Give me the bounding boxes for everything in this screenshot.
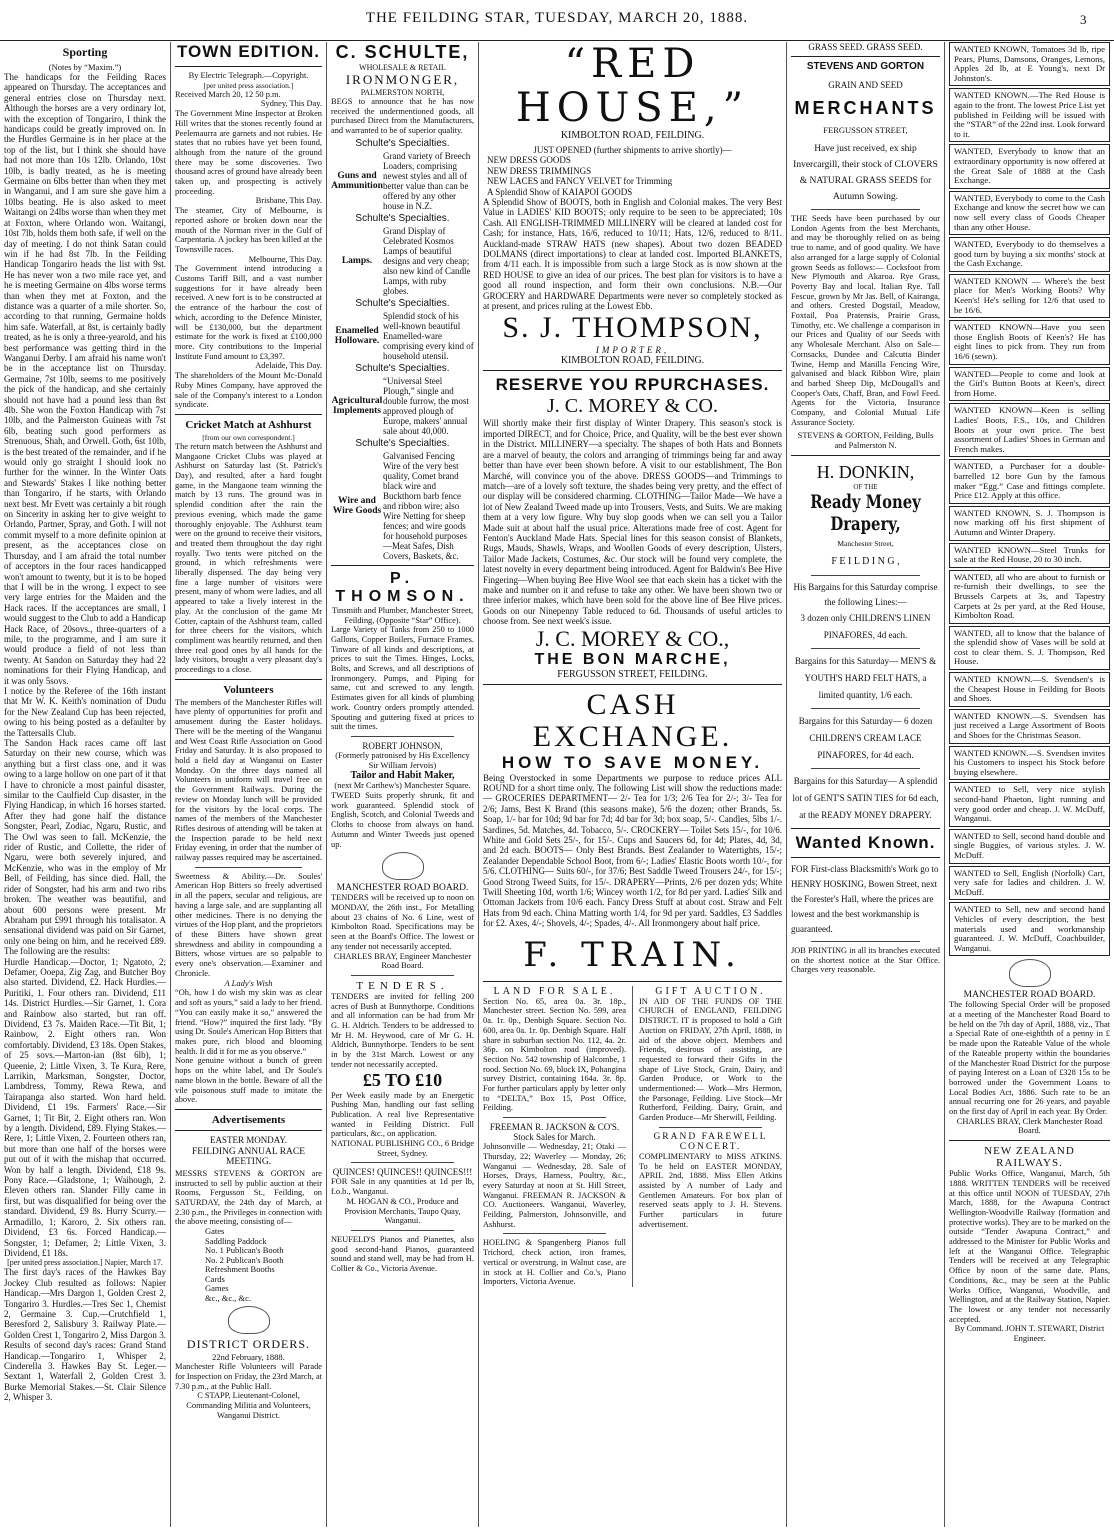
privilege-item: Gates — [205, 1226, 225, 1237]
bottom-ads — [483, 986, 782, 1287]
column-seeds — [787, 42, 944, 1527]
sj-thompson-title: S. J. THOMPSON, — [502, 311, 763, 345]
specialties-heading: Schulte's Specialties. — [355, 437, 450, 449]
morey-title: J. C. MOREY & CO. — [547, 395, 718, 418]
schulte-location: PALMERSTON NORTH, — [360, 88, 445, 97]
privilege-item: Games — [205, 1283, 229, 1294]
district-orders-date: 22nd February, 1888. — [212, 1352, 285, 1363]
tenders-text: TENDERS are invited for felling 200 acres of Bush at Bunnythorpe. Conditions and all information can be had from Mr G. H. Aldrich. Tenders to be addressed to Mr H. M. Heywood, care of Mr G. H. Aldrich, Bunnythorpe. Tenders to be sent in by the 31st March. Lowest or any tender not necessarily accepted. — [331, 991, 474, 1069]
wanted-item: WANTED KNOWN.—S. Svendsen has just received a Large Assortment of Boots and Shoes for the Christmas Season. — [949, 709, 1110, 744]
wanted-item: WANTED, a Purchaser for a double-barrelled 12 bore Gun by the famous maker “Egg.” Case and fittings complete. Price £12. Apply at this office. — [949, 459, 1110, 503]
donkin-street: Manchester Street, — [837, 538, 894, 548]
johnson-sub: (Formerly patronised by His Excellency Sir William Jervois) — [335, 750, 470, 770]
railways-signature: By Command. JOHN T. STEWART, District Engineer. — [954, 1324, 1105, 1344]
grass-seed-heading: GRASS SEED. GRASS SEED. — [808, 42, 923, 52]
cricket-heading: Cricket Match at Ashhurst — [185, 418, 312, 431]
sporting-paragraph: The first day's races of the Hawkes Bay Jockey Club resulted as follows: Napier Handicap.—Mrs Dargon 1, Golden Crest 2, Tongariro 3. Hurdles.—Tres Sec 1, Chemist 2, Germaine 3. Cup.—Crutchfield 1, Beresford 2, Salisbury 3. Railway Plate.—Golden Crest 1, Tongariro 2, Miss Dargon 3. Results of second day's races: Grand Stand Handicap.—Tongariro 1, Whisper 2, Cinderella 3. Hawkes Bay St. Leger.—Sextant 1, Waterfall 2, Golden Crest 3. Burke Memorial Stakes.—St. Clair Silence 2, Whisper 3. — [4, 1267, 166, 1403]
dateline: Sydney, This Day. — [260, 99, 322, 109]
town-edition-title: TOWN EDITION. — [176, 42, 320, 61]
land-sale-title: LAND FOR SALE. — [493, 985, 616, 997]
road-board-text: TENDERS will be received up to noon on MONDAY, the 26th inst., For Metalling about 23 chains of No. 6 Line, west of Kimbolton Road. Specifications may be seen at the Board's Office. The lowest or any tender not necessarily accepted. — [331, 893, 474, 951]
wanted-item: WANTED KNOWN.—S. Svendsen invites his Customers to inspect his Stock before buying elsewhere. — [949, 746, 1110, 781]
reserve-heading: RESERVE YOU RPURCHASES. — [495, 375, 770, 395]
sporting-paragraph: The handicaps for the Feilding Races appeared on Thursday. The acceptances and general entries close on Thursday next. Although the horses are a very ordinary lot, with the exception of Tongariro, I think the handicaps could be greatly improved on. In the Hurdles Germaine is in her place at the top of the list, but I think she should have had not more than 10s 12lb. Orlando, 10st 10lb, is badly treated, as he is meeting Germaine on 6lbs better than when they met in Wanganui, and I am sure she gave him a 10lbs beating. He is also asked to meet Waitangi on 24lbs worse than when they met at Foxton, where Orlando won. Waitangi, 10st 7lb, holds them both safe, if well on the day of meeting. I do not think Satan could win if he had 8st 7lb. In the Feilding Handicap Tongariro heads the list with 9st. He has never won a two mile race yet, and he is meeting Germaine on 4lbs worse terms than when they met at Foxton, and the distance was a quarter of a mile shorter. So, according to that running, Germaine holds him safe. Waterfall, at 8st, is certainly badly treated, as he is only a three-yearold, and his best performance was getting third in the Wanganui Derby. I am afraid his name won't be in the acceptance list on Thursday. Germaine, 7st 10lb, seems to me positively the pick of the handicap, and she certainly should not have had a pound less than 8st 4lb. She won the Foxton Handicap with 7st 10lb, and the Palmerston Guineas with 7st 6lb, beating such good performers as Strenuous, Shah, and Orwell. Goth, 6st 10lb, is the best treated of the remainder, and if he would only go straight I should look no further for the winner. In the Winter Oats and Stewards' Stakes I like nothing better than Tongariro, if he starts, with Orlando next best. Mr Evett was certainly a bit rough on Sincerity in asking her to give weight to Orlando, Partner, Spray, and Goth. I will not commit myself to a more definite opinion at present, as the acceptances close on Thursday, and I am afraid the total number of acceptors in the four races handicapped won't amount to twenty, but it is to be hoped that I will be in the wrong. I expect to see very large entries for the Maiden and the Hack races. If the acceptances are small, I would suggest to the Club to add a Handicap Hack Race, of 20sovs., three-quarters of a mile, to the programme, and I am sure it would produce a field of not less than twenty. At Sandon on Saturday they had 22 nominations for their Flying Handicap, and it was only 5sovs. — [4, 72, 166, 686]
schulte-title: C. SCHULTE, — [335, 42, 470, 62]
wanted-item: WANTED, Everybody to do themselves a good turn by buying a six months' stock at the Cash Exchange. — [949, 237, 1110, 272]
thomson-sub: Tinsmith and Plumber, Manchester Street, Feilding, (Opposite “Star” Office). — [331, 605, 474, 625]
privilege-item: Cards — [205, 1273, 225, 1284]
concert-text: COMPLIMENTARY to MISS ATKINS. To be held on EASTER MONDAY, APRIL 2nd, 1888. Miss Ellen Atkins assisted by A number of Lady and Gentlemen Amateurs. For box plan of reserved seats apply to J. H. Stevens. Further particulars in future advertisement. — [639, 1151, 782, 1229]
sporting-byline: (Notes by “Maxim.”) — [48, 62, 122, 72]
page-number: 3 — [1080, 12, 1087, 27]
schulte-sub: WHOLESALE & RETAIL — [359, 63, 446, 72]
cricket-source: [from our own correspondent.] — [202, 432, 295, 442]
grain-seed-heading: GRAIN AND SEED — [828, 80, 903, 90]
sporting-paragraph: I notice by the Referee of the 16th instant that Mr W. K. Keith's nomination of Dudu for the New Zealand Cup has been rejected, owing to his being posted as a defaulter by the Tattersalls Club. — [4, 685, 166, 738]
wanted-item: WANTED, Everybody to know that an extraordinary opportunity is now offered at the Great Sale of 1888 at the Cash Exchange. — [949, 144, 1110, 188]
masthead-title: THE FEILDING STAR, TUESDAY, MARCH 20, 1888. — [365, 10, 749, 26]
wanted-item: WANTED, all who are about to furnish or re-furnish their dwellings, to see the Brussels Carpets at 3s, and Tapestry Carpets at 2s per yard, at the Red House, Kimbolton Road. — [949, 570, 1110, 624]
lady-wish-heading: A Lady's Wish — [224, 978, 273, 989]
wanted-item: WANTED, Everybody to come to the Cash Exchange and know the secret how we can now sell every class of Goods Cheaper than any other House. — [949, 191, 1110, 235]
johnson-text: TWEED Suits properly shrunk, fit and work guaranteed. Splendid stock of English, Scotch, and Colonial Tweeds and Cloths to choose from always on hand. Autumn and Winter Tweeds just opened up. — [331, 791, 474, 849]
neufeld-text: NEUFELD'S Pianos and Pianettes, also good second-hand Pianos, guaranteed sound and stand well, may be had from H. Collier & Co., Victoria Avenue. — [331, 1234, 474, 1274]
road-board-signature: CHARLES BRAY, Clerk Manchester Road Board. — [956, 1116, 1103, 1136]
wanted-item: WANTED KNOWN.—The Red House is again to the front. The lowest Price List yet published in Feilding will be issued with the “STAR” of the 22nd inst. Look forward to it. — [949, 88, 1110, 142]
job-printing-ad: JOB PRINTING in all its branches executed on the shortest notice at the Star Office. Charges very reasonable. — [791, 945, 940, 975]
wanted-item: WANTED—People to come and look at the Girl's Button Boots at Keen's, direct from Home. — [949, 367, 1110, 402]
red-house-opening: JUST OPENED (further shipments to arrive shortly)— — [533, 145, 732, 155]
road-board-title: MANCHESTER ROAD BOARD. — [336, 883, 469, 894]
sporting-heading: Sporting — [62, 45, 108, 59]
johnson-name: ROBERT JOHNSON, — [362, 740, 443, 751]
specialty-text: Grand variety of Breech Loaders, comprising newest styles and all of better value than can be offered by any other house in N.Z. — [383, 150, 471, 211]
dateline: Brisbane, This Day. — [255, 196, 322, 206]
privileges-list — [175, 1227, 322, 1303]
specialty-label: Lamps. — [341, 255, 373, 266]
johnson-address: (next Mr Carthew's) Manchester Square. — [334, 781, 471, 791]
district-orders-signature: C STAPP, Lieutenant-Colonel, Commanding Militia and Volunteers, Wanganui District. — [186, 1391, 311, 1420]
wanted-item: WANTED KNOWN.—S. Svendsen's is the Cheapest House in Feilding for Boots and Shoes. — [949, 672, 1110, 707]
left-bottom-ads — [483, 986, 626, 1287]
wanted-item: WANTED KNOWN, Tomatoes 3d lb, ripe Pears, Plums, Damsons, Oranges, Lemons, Apples 2d lb, at E Young's, next Dr Johnston's. — [949, 42, 1110, 86]
privilege-item: &c., &c., &c. — [205, 1292, 252, 1303]
hoeling-text: HOELING & Spangenberg Pianos full Trichord, check action, iron frames, vertical or overstrung, in Walnut case, are in stock at H. Collier and Co.'s, Piano Importers, Victoria Avenue. — [483, 1238, 626, 1287]
quinces-heading: QUINCES! QUINCES!! QUINCES!!! — [332, 1167, 473, 1178]
red-house-title: “RED HOUSE,” — [515, 42, 750, 131]
quinces-text: FOR Sale in any quantities at 1d per lb, f.o.b., Wanganui. — [331, 1177, 474, 1197]
wanted-item: WANTED to Sell, English (Norfolk) Cart, very safe for ladies and children. J. W. McDuff. — [949, 866, 1110, 901]
cash-exchange-title: CASH EXCHANGE. — [532, 687, 733, 753]
specialty-row — [331, 376, 474, 436]
column-red-house — [479, 42, 786, 1527]
specialties-heading: Schulte's Specialties. — [355, 362, 450, 374]
received-line: Received March 20, 12 50 p.m. — [175, 89, 281, 99]
telegraph-line: By Electric Telegraph.—Copyright. — [188, 71, 309, 80]
wanted-item: WANTED KNOWN—Have you seen those English Boots of Keen's? He has eight lines to pick from. They run from 16/6 (sewn). — [949, 320, 1110, 364]
seeds-signature: STEVENS & GORTON, Feilding, Bulls and Palmerston N. — [797, 431, 934, 451]
specialty-label: Wire and Wire Goods — [332, 495, 382, 516]
wanted-item: WANTED, all to know that the balance of the splendid show of Vases will be sold at cost to clear them. S. J. Thompson, Red House. — [949, 626, 1110, 670]
advertisements-heading: Advertisements — [211, 1113, 286, 1126]
specialty-label: Agricultural Implements — [331, 395, 383, 416]
railways-title: NEW ZEALAND RAILWAYS. — [984, 1145, 1075, 1170]
tenders-title: TENDERS. — [356, 979, 449, 992]
specialty-row — [331, 311, 474, 361]
sporting-paragraph: The Sandon Hack races came off last Saturday on their new course, which was anything but a first class one, and it was owing to a large hollow on one part of it that I have to chronicle a most painful disaster, similar to the Caulfield Cup disaster, in the Flying Handicap, in which 16 horses started. After they had gone half the distance Songster, Pearl, Zodiac, Ngaru, Rustic, and The Owl was seen to fall. McKenzie, the rider of Rustic, and Collette, the rider of Ngaru, were both severely injured, and McKenzie, who was in the employ of Mr Bell, of Feilding, has since died. Hall, the rider of Songster, had his arm and two ribs broken. The weather was beautiful, and about 600 persons were present. Mr Abraham put £991 through his totalisator. A sensational dividend was paid on Sir Garnet, only one being on him, and he received £89. The following are the results: — [4, 738, 166, 957]
bargains-intro: His Bargains for this Saturday comprise the following Lines:— — [793, 581, 938, 607]
press-line: [per united press association.] Napier, March 17. — [7, 1258, 163, 1268]
specialties-heading: Schulte's Specialties. — [355, 297, 450, 309]
gift-auction-text: IN AID OF THE FUNDS OF THE CHURCH of ENGLAND, FEILDING DISTRICT. IT is proposed to hold a Gift Auction on FRIDAY, 27th April, 1888, in aid of the above object. Members and Friends, desirous of assisting, are requested to forward their Gifts in the shape of Live Stock, Grain, Dairy, and Garden Produce, or Work to the undermentioned:— Work—Mrs Hermon, the Parsonage, Feilding. Live Stock—Mr Rutherford, Feilding. Dairy, Grain, and Garden Produce—Mr Sherwill, Feilding. — [639, 996, 782, 1123]
bon-marche-title: THE BON MARCHE, — [534, 650, 731, 668]
privilege-item: Refreshment Booths — [205, 1264, 275, 1275]
sj-thompson-importer: IMPORTER, — [595, 345, 670, 356]
wanted-item: WANTED KNOWN—Keen is selling Ladies' Boots, F.S., 10s, and Children Boots at your own price. The best assortment of Ladies' Shoes in German and French makes. — [949, 403, 1110, 457]
privilege-item: Saddling Paddock — [205, 1235, 267, 1246]
red-house-text: A Splendid Show of BOOTS, both in English and Colonial makes. The very Best Value in LADIES' KID BOOTS; only require to be seen to be appreciated; 10s Cash. All ENGLISH-TRIMMED MILLINERY will be cleared at landed cost for Cash; for instance, Hats, 16/6, reduced to 10/11; Hats, 12/6, reduced to 8/11. Auckland-made STRAW HATS (new shapes). About two dozen BEADED DOLMANS (direct importations) to clear at landed cost. Imported BLANKETS, from 4/11 each. It is impossible from such a large Stock as is now shown at the RED HOUSE to give an idea of our prices. The best plan for visitors is to have a good all round inspection, and form their own conclusions. N.B.—Our GROCERY and HARDWARE Departments were never so completely stocked as at present, and prices ruling at the Lowest Ebb. — [483, 197, 782, 312]
red-house-line: NEW DRESS GOODS — [487, 155, 571, 165]
cash-exchange-sub: HOW TO SAVE MONEY. — [501, 752, 764, 772]
train-title: F. TRAIN. — [523, 934, 742, 975]
firm-name: STEVENS AND GORTON — [806, 61, 925, 72]
volunteers-heading: Volunteers — [223, 683, 274, 696]
cricket-report: The return match between the Ashhurst and Mangaone Cricket Clubs was played at Ashhurst on Saturday last (St. Patrick's Day), and resulted, after a hard fought game, in the Mangaone team winning the match by 13 runs. The ground was in splendid condition after the rain the previous evening, which made the game thoroughly enjoyable. The Ashhurst team were on the ground to receive their visitors, and treated them throughout the day right royally. Two tents were pitched on the ground, in which refreshments were liberally dispensed. The day being very fine a large number of visitors were present, many of whom were ladies, and all appeared to take a lively interest in the play. At the conclusion of the game Mr Cotter, captain of the Ashhurst team, called for three cheers for the visitors, which compliment was heartily returned, and then three real good ones by all hands for the lady visitors, brought a very pleasant day's proceedings to a close. — [175, 441, 322, 675]
volunteers-report: The members of the Manchester Rifles will have plenty of opportunities for profit and amusement during the Easter holidays. There will be the meeting of the Wanganui and West Coast Rifle Association on Good Friday and Saturday. It is also proposed to hold a field day at Wanganui on Easter Monday. On the three days named all Volunteers in uniform will travel free on the Government Railways. During the review on Monday lunch will be provided for the visitors by the local corps. The names of the members of the Manchester Rifles desirous of attending will be taken at the Inspection parade to be held next Friday evening, in order that the number of railway passes required may be ascertained. — [175, 697, 322, 863]
road-board-signature: CHARLES BRAY, Engineer Manchester Road Board. — [333, 951, 472, 971]
news-item: The Government Mine Inspector at Broken Hill writes that the stones recently found at Peelemaurra are garnets and not rubies. He states that no rubies have yet been found, although from the nature of the ground there may be some discoveries. Two thousand acres of ground have already been taken up, and prospecting is actively proceeding. — [175, 109, 322, 196]
specialty-label: Guns and Ammunition — [331, 170, 383, 191]
right-bottom-ads — [639, 986, 782, 1287]
specialty-text: “Universal Steel Plough,” single and double furrow, the most approved plough of Europe, makers' annual sale about 40,000. — [383, 375, 469, 436]
lady-wish-text: “Oh, how I do wish my skin was as clear and soft as yours,” said a lady to her friend. “You can easily make it so,” answered the friend. “How?” inquired the first lady. “By using Dr. Soule's American Hop Bitters that makes pure, rich blood and blooming health. It did it for me as you observe.” — [175, 988, 322, 1056]
easter-heading: EASTER MONDAY. — [209, 1134, 287, 1145]
royal-crest-icon — [382, 852, 424, 880]
news-item: The Government intend introducing a Customs Tariff Bill, and a vast number suggestions for it have already been received. A new fort is to be constructed at the entrance of the harbour the cost of which, according to the Defence Minister, will be £130,000, but the department estimate for the work is fixed at £100,000 more. City contributions to the Imperial Institute Fund amount to £3,397. — [175, 264, 322, 361]
red-house-line: NEW LACES and FANCY VELVET for Trimming — [487, 176, 673, 186]
red-house-sub: KIMBOLTON ROAD, FEILDING. — [560, 130, 705, 141]
bargain-pinafores: 3 dozen only CHILDREN'S LINEN PINAFORES, 4d each. — [800, 612, 931, 640]
ready-money-heading: Ready Money Drapery, — [810, 490, 921, 535]
district-orders-heading: DISTRICT ORDERS. — [186, 1337, 311, 1352]
news-item: The shareholders of the Mount Mc-Donald Ruby Mines Company, have approved the sale of the Company's interest to a London syndicate. — [175, 371, 322, 410]
schulte-specialties — [331, 138, 474, 561]
money-heading: £5 TO £10 — [362, 1069, 443, 1090]
genuine-note: None genuine without a bunch of green hops on the white label, and Dr Soule's name blown in the bottle. Beware of all the vile poisonous stuff made to imitate the above. — [175, 1056, 322, 1105]
morey-text: Will shortly make their first display of Winter Drapery. This season's stock is imported DIRECT, and for Choice, Price, and Quality, will be the best ever shown in the District. MILLINERY—a specialty. The shapes of both Hats and Bonnets are a marvel of beauty, the colors and arranging of trimmings being far and away better than have ever been shown before. A visit to our establishment, The Bon Marché, will convince you of the above. DRESS GOODS—and Trimmings to match—are of a lovely soft texture, the shades being very pretty, and the effect of our display will be considered charming. CLOTHING—Tailor Made—We have a lot of New Zealand Tweed made up into Trousers, Vests, and Suits. We are making them at a very low figure. Why buy slop goods when we can sell you a Tailor Made suit at about half the usual price. Alterations made free of cost. Agent for Fenton's Auckland Made Hats. Special lines for this season consist of Blankets, Rugs, Mauds, Shawls, Wraps, and Woollen Goods of every description, Ulsters, Tailor Made Jackets, Costumes, &c. Our stock will be found very complete, the latest novelty in every department being introduced. Agent for Baldwin's Bee Hive Fingering—When buying Bee Hive Wool see that each skein has a ticket with the make and number on it and refuse to take any other. We have been shown two or three inferior makes, which have been sold for the above line of Bee Hive prices. Goods on our Ninepenny Table reduced to 6d. Thousands of useful articles to choose from. See next week's issue. — [483, 418, 782, 627]
cash-exchange-text: Being Overstocked in some Departments we purpose to reduce prices ALL ROUND for a short time only. The following List will show the reductions made:— GROCERIES DEPARTMENT— 2/- Tea for 1/3; 2/6 Tea for 2/-; 3/- Tea for 2/6; Jams, Best K Brand (this seasons make), 5/6 the dozen; other Brands, 5s. Soap, 1/- bar for 10d; 9d bar for 7d; 4d bar for 3d; box soap, 5/-. Candles, 5lbs 1/-. Sardines, 5d. Matches, 4d. Tobacco, 5/-. CROCKERY— Toilet Sets 15/-, for 10/6. White and Gold Sets 25/-, for 15/-. Cups and Saucers 6d, for 4d; Plates, 4d, 3d, and 2d each. BOOTS— Only Best Brands. Best Zealander to Watertights, 15/-; Zealander Dependable School Boot, from 6/-; Ladies' Elastic Boots worth 10/-, for 5/6. CLOTHING— Suits 60/-, for 37/6; Best Saddle Tweed Trousers 24/-, for 15/-; Good Strong Tweed Suits, for 15/-. DRAPERY—Prints, 2/6 per dozen yds; White Twill Sheeting 10d, worth 1/6; Wincey worth 1/2, for 8d per yard. Ladies' Silk and Ottoman Jackets from 10/6 each. Fancy Dress Stuff at about cost. Straw and Felt Hats from 9d each. China Matting worth 1/4, for 9d per yard. Saddles, £3 Saddles for £2. Axes, 4/-; Shovels, 4/-; Spades, 4/-. All Ironmongery about half price. — [483, 772, 782, 929]
concert-title: GRAND FAREWELL CONCERT. — [653, 1131, 768, 1152]
wanted-item: WANTED KNOWN, S. J. Thompson is now marking off his first shipment of Autumn and Winter Drapery. — [949, 506, 1110, 541]
sporting-results: Hurdle Handicap.—Doctor, 1; Ngatoto, 2; Defamer, Ooepa, Zig Zag, and Butcher Boy also started. Dividend, £2. Hack Hurdles.—Puritiki, 1. Four others ran. Dividend, £11 14s. District Hurdles.—Sir Garnet, 1. Cora and Rainbow also started, but ran off. Dividend, £3 7s. Maiden Race.—Tit Bit, 1; Rainbow, 2. Eight others ran. Won comfortably. Dividend, £3 18s. Open Stakes, of 25 sovs.—Marton-ian (8st 6lb), 1; Queenie, 2; Little Vixen, 3. Te Kura, Rere, Larrikin, Marksman, Songster, Doctor, Lambdress, Tommy, Rewa Rewa, and Tairapanga also started. Won hard held. Dividend, £1 19s. Farmers' Race.—Sir Garnet, 1; Tit Bit, 2. Eight others ran. Won by a length. Dividend, £89. Flying Stakes.—Rere, 1; Little Vixen, 2. Fourteen others ran, but more than one half of the horses were put out of it with the mishap that occurred. Won by half a length. Dividend, £18 9s. Pony Race.—Gladstone, 1; Waihough, 2. Eleven others ran. Slander Filly came in first, but was disqualified for being over the standard. Dividend, £9 8s. Hurry Scurry.—Armadillo, 1; Karoro, 2. Six others ran. Dividend, £3 6s. Forced Handicap.—Songster, 1; Defamer, 2; Little Vixen, 3. Dividend, £1 18s. — [4, 956, 166, 1258]
wanted-item: WANTED to Sell, new and second hand Vehicles of every description, the best materials used and workmanship guaranteed. J. W. McDuff, Coachbuilder, Wanganui. — [949, 902, 1110, 956]
royal-crest-icon — [228, 1306, 270, 1334]
freeman-title: FREEMAN R. JACKSON & CO'S. Stock Sales for March. — [489, 1122, 620, 1143]
news-item: The steamer, City of Melbourne, is reported ashore or broken down near the mouth of the Norman river in the Gulf of Carpentaria. A jockey has been killed at the Townsville races. — [175, 206, 322, 254]
bargain-lace-pinafores: Bargains for this Saturday— 6 dozen CHILDREN'S CREAM LACE PINAFORES, for 4d each. — [798, 715, 933, 760]
johnson-title: Tailor and Habit Maker, — [350, 770, 455, 782]
specialties-heading: Schulte's Specialties. — [355, 137, 450, 149]
wanted-item: WANTED KNOWN—Steel Trunks for sale at the Red House, 20 to 30 inch. — [949, 543, 1110, 568]
column-sporting — [0, 42, 170, 1527]
race-meeting-heading: FEILDING ANNUAL RACE MEETING. — [191, 1146, 306, 1167]
sj-thompson-address: KIMBOLTON ROAD, FEILDING. — [560, 355, 705, 367]
red-house-line: A Splendid Show of KAIAPOI GOODS — [487, 186, 633, 197]
auction-text: MESSRS STEVENS & GORTON are instructed to sell by public auction at their Rooms, Fergusson St., Feilding, on SATURDAY, the 24th day of March, at 2.30 p.m., the Privileges in connection with the above meeting, consisting of— — [175, 1168, 322, 1227]
schulte-trade: IRONMONGER, — [345, 72, 460, 87]
specialty-row — [331, 226, 474, 296]
thomson-title: P. THOMSON. — [335, 569, 470, 605]
specialty-label: Enamelled Holloware. — [334, 325, 380, 346]
specialty-text: Galvanised Fencing Wire of the very best quality, Comet brand black wire and Buckthorn barb fence and ribbon wire; also Wire Netting for sheep fences; and wire goods for household purposes—Meat Safes, Dish Covers, Baskets, &c. — [383, 450, 467, 561]
land-sale-text: Section No. 65, area 0a. 3r. 18p., Manchester street. Section No. 599, area 0a. 1r. 0p., Denbigh Square. Section No. 600, area 0a. 1r. 0p. Denbigh Square. Half share in suburban section No. 112, 4a. 2r. 36p. on Kimbolton road (improved). Section No. 542 township of Halcombe, 1 rood. Section No. 69, block IX, Pohangina survey District, containing 164a. 3r. 8p. For further particulars apply by letter only to “DELTA,” Box 15, Post Office, Feilding. — [483, 996, 626, 1113]
wanted-item: WANTED to Sell, second hand double and single Buggies, of various styles. J. W. McDuff. — [949, 829, 1110, 864]
wanted-item: WANTED to Sell, very nice stylish second-hand Phaeton, light running and very good order and cheap. J. W. McDuff, Wanganui. — [949, 782, 1110, 826]
road-board-title: MANCHESTER ROAD BOARD. — [963, 990, 1096, 1001]
specialty-row — [331, 151, 474, 211]
blacksmith-ad: FOR First-class Blacksmith's Work go to HENRY HOSKING, Bowen Street, next the Forester's Hall, where the prices are lowest and the best workmanship is guaranteed. — [791, 863, 939, 934]
seeds-text: THE Seeds have been purchased by our London Agents from the best Merchants, and may be thoroughly relied on as being true to name, and of good quality. We have also arranged for a large supply of Colonial grown Seeds as follows:— Cocksfoot from New Plymouth and Akaroa. Rye Grass, Poverty Bay and local. Italian Rye. Tall Fescue, grown by Mr Jas. Bell, of Kairanga, and others. Crested Dogstail, Meadow, Foxtail, Poa Pratensis, Prairie Grass, Timothy, etc. We challenge a comparison in our Prices and Quality of our Seeds with any Wholesale Merchant. Also on Sale— Cornsacks, Dundee and Calcutta Binder Twine, Hemp and Manilla Fencing Wire, galvanised and black Ribbon Wire, plain and barbed Sheep Dip, McDougall's and Cooper's Oats, Chaff, Bran, and Fowl Feed. Agents for the Victoria, Insurance Company, and Colonial Mutual Life Assurance Society. — [791, 214, 940, 427]
publishing-co: NATIONAL PUBLISHING CO., 6 Bridge Street, Sydney. — [331, 1139, 474, 1158]
dateline: Melbourne, This Day. — [248, 254, 322, 264]
thomson-text: Large Variety of Tanks from 250 to 1000 Gallons, Copper Boilers, Furnace Frames. Tinware of all kinds and descriptions, at prices to suit the Times. Hinges, Locks, Bolts, and Screws, and all descriptions of Ironmongery. Pumps, and Piping for same, cut and screwed to any length. Estimates given for all kinds of plumbing work. Country orders promptly attended. Spouting and guttering fixed at prices to suit the times. — [331, 625, 474, 732]
seeds-intro: Have just received, ex ship Invercargill, their stock of CLOVERS & NATURAL GRASS SEEDS for Autumn Sowing. — [793, 144, 938, 202]
donkin-town: F E I L D I N G , — [831, 555, 900, 567]
money-text: Per Week easily made by an Energetic Pushing Man, handling our fast selling Publication. A real live Representative wanted in Feilding District. Full particulars, &c., on application. — [331, 1090, 474, 1139]
donkin-of-the: OF THE — [853, 482, 878, 491]
hogan-text: M. HOGAN & CO., Produce and Provision Merchants, Taupo Quay, Wanganui. — [344, 1196, 461, 1226]
specialty-text: Splendid stock of his well-known beautiful Enamelled-ware comprising every kind of household utensil. — [383, 310, 474, 361]
dateline: Adelaide, This Day. — [255, 361, 322, 371]
soules-ad: Sweetness & Ability.—Dr. Soules' American Hop Bitters so freely advertised in all the papers, secular and religious, are having a large sale, and are supplanting all other medicines. There is no denying the virtues of the Hop plant, and the proprietors of these Bitters have shown great shrewdness and ability in compounding a Bitters, whose virtues are so palpable to every one's observation.—Examiner and Chronicle. — [175, 871, 322, 978]
privilege-item: No. 1 Publican's Booth — [205, 1245, 284, 1256]
donkin-title: H. DONKIN, — [816, 461, 915, 482]
specialties-heading: Schulte's Specialties. — [355, 212, 450, 224]
railways-text: Public Works Office, Wanganui, March, 5th 1888. WRITTEN TENDERS will be received at this office until NOON of TUESDAY, 27th March, 1888, for the Awapuna Contract Wellington-Woodville Railway (formation and protective works). They are to be marked on the outside “Tender Awapuna Contract,” and addressed to the Minister for Public Works and left at the Wanganui Office. Telegraphic Tenders will be received at any Telegraphic Office by noon of the same date. Plans, Conditions, &c., may be seen at the Public Works Office, Wanganui, Woodville, and Wellington, and at the Railway Station, Napier. The lowest or any tender not necessarily accepted. — [949, 1169, 1111, 1324]
merchants-heading: MERCHANTS — [794, 98, 937, 118]
wanted-item: WANTED KNOWN — Where's the best place for Men's Working Boots? Why Keen's! He's selling for 12/6 that used to be 16/6. — [949, 274, 1110, 318]
masthead — [0, 0, 1114, 41]
privilege-item: No. 2 Publican's Booth — [205, 1254, 284, 1265]
road-board-text: The following Special Order will be proposed at a meeting of the Manchester Road Board to be held on the 7th day of April, 1888, viz., That a Special Rate of one-eighthth of a penny in £ be made upon the Rateable Value of the whole of the Rateable property within the boundaries of the Manchester Road District for the purpose of paying Interest on a Loan of £328 15s to be borrowed under the Government Loans to Local Bodies Act, 1886. Such rate to be an annual recurring one for 26 years, and payable on the first day of April in each year. By Order. — [949, 1000, 1110, 1117]
bargain-ties: Bargains for this Saturday— A splendid lot of GENT'S SATIN TIES for 6d each, at the READY MONEY DRAPERY. — [792, 775, 939, 820]
bargain-hats: Bargains for this Saturday— MEN'S & YOUTH'S HARD FELT HATS, a limited quantity, 1/6 each. — [794, 655, 937, 700]
column-schulte — [327, 42, 478, 1527]
fergusson-street: FERGUSSON STREET, — [823, 125, 908, 135]
wanted-known-heading: Wanted Known. — [795, 832, 936, 852]
column-town-edition — [171, 42, 326, 1527]
schulte-intro: BEGS to announce that he has now received the undermentioned goods, all purchased Direct from the Manufacturers, and warranted to be of superior quality. — [331, 97, 474, 136]
gift-auction-title: GIFT AUCTION. — [655, 985, 766, 997]
press-line: [per united press association.] — [203, 80, 294, 90]
specialty-row — [331, 451, 474, 561]
district-orders-text: Manchester Rifle Volunteers will Parade for Inspection on Friday, the 23rd March, at 7.30 p.m., at the Public Hall. — [175, 1362, 322, 1391]
bon-marche-address: FERGUSSON STREET, FEILDING. — [557, 668, 708, 680]
wanted-list — [949, 42, 1110, 956]
bon-marche-name: J. C. MOREY & CO., — [535, 625, 730, 651]
specialty-text: Grand Display of Celebrated Kosmos Lamps of beautiful designs and very cheap; also new kind of Candle Lamps, with ruby globes. — [383, 225, 471, 296]
royal-crest-icon — [1009, 959, 1051, 987]
red-house-line: NEW DRESS TRIMMINGS — [487, 165, 592, 176]
freeman-text: Johnsonville — Wednesday, 21; Otaki — Thursday, 22; Waverley — Monday, 26; Wanganui — Wednesday, 28. Sale of Horses, Drays, Harness, Poultry, &c., every Saturday at noon at St. Hill Street, Wanganui. FREEMAN R. JACKSON & CO. Auctioneers. Wanganui, Waverley, Feilding, Palmerston, Johnsonville, and Ashhurst. — [483, 1142, 626, 1229]
red-house-lines — [483, 155, 782, 197]
column-wanted — [945, 42, 1114, 1527]
